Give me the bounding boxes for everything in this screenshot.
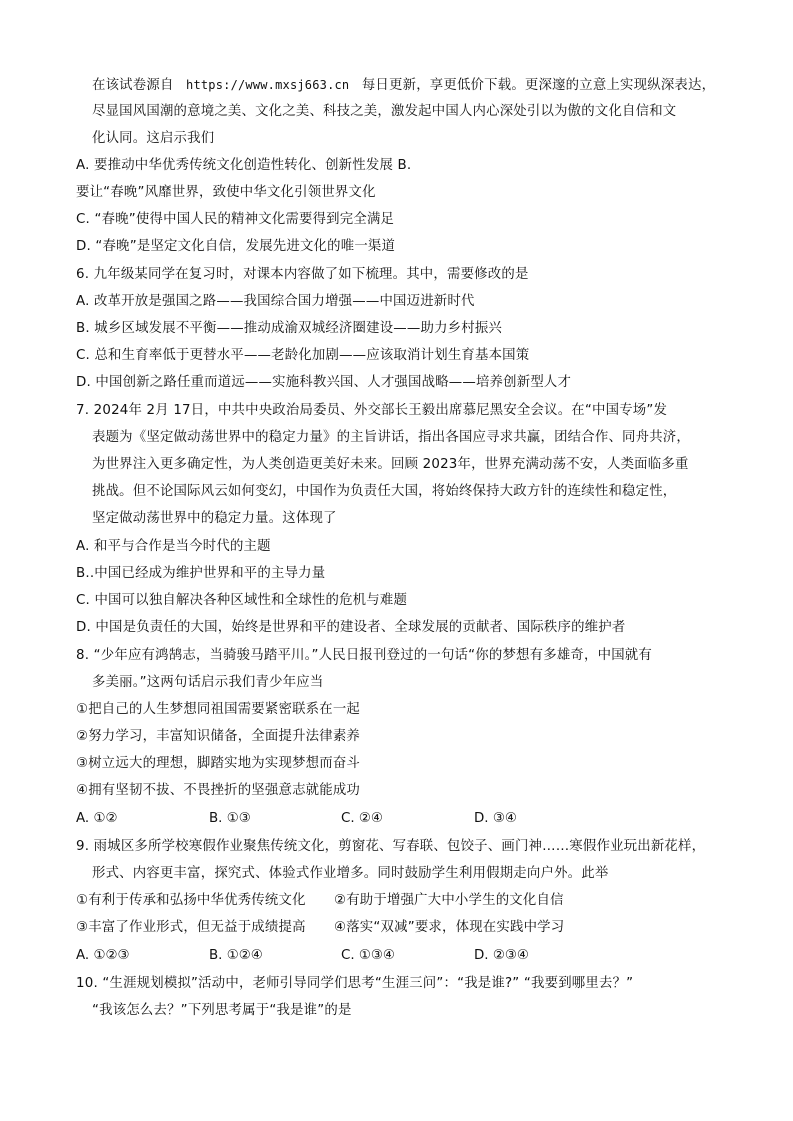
intro-source-label: 在该试卷源自 <box>92 78 174 93</box>
q5-option-b: 要让“春晚”风靡世界，致使中华文化引领世界文化 <box>76 185 376 200</box>
q9-statement-4: ④落实“双减”要求，体现在实践中学习 <box>334 920 565 935</box>
q7-stem-line-5: 坚定做动荡世界中的稳定力量。这体现了 <box>92 511 337 526</box>
intro-line-1-rest: 每日更新，享更低价下载。更深邃的立意上实现纵深表达， <box>361 78 716 93</box>
q8-statement-2: ②努力学习，丰富知识储备，全面提升法律素养 <box>76 729 361 744</box>
q7-stem-line-4: 挑战。但不论国际风云如何变幻，中国作为负责任大国，将始终保持大政方针的连续性和稳定性， <box>92 484 677 499</box>
q9-statement-3: ③丰富了作业形式，但无益于成绩提高 <box>76 920 306 935</box>
q6-option-c: C. 总和生育率低于更替水平——老龄化加剧——应该取消计划生育基本国策 <box>76 348 530 363</box>
q10-stem-line-1: 10. “生涯规划模拟”活动中，老师引导同学们思考“生涯三问”：“我是谁?” “我要到哪里去？” <box>76 976 634 991</box>
q9-option-c: C. ①③④ <box>341 948 395 963</box>
q7-stem-line-2: 表题为《坚定做动荡世界中的稳定力量》的主旨讲话，指出各国应寻求共赢，团结合作、同舟共济， <box>92 430 690 445</box>
q9-option-b: B. ①②④ <box>209 948 263 963</box>
q7-stem-line-3: 为世界注入更多确定性，为人类创造更美好未来。回顾 2023年，世界充满动荡不安，人类面临多重 <box>92 457 689 472</box>
q10-stem-line-2: “我该怎么去？”下列思考属于“我是谁”的是 <box>92 1003 352 1018</box>
q8-stem-line-1: 8. “少年应有鸿鹄志，当骑骏马踏平川。”人民日报刊登过的一句话“你的梦想有多雄奇，中国就有 <box>76 648 652 663</box>
intro-line-1 <box>92 76 715 95</box>
q6-option-a: A. 改革开放是强国之路——我国综合国力增强——中国迈进新时代 <box>76 294 475 309</box>
q5-option-d: D. “春晚”是坚定文化自信，发展先进文化的唯一渠道 <box>76 239 396 254</box>
q9-stem-line-2: 形式、内容更丰富，探究式、体验式作业增多。同时鼓励学生利用假期走向户外。此举 <box>92 866 609 881</box>
q5-option-c: C. “春晚”使得中国人民的精神文化需要得到完全满足 <box>76 212 395 227</box>
q8-option-c: C. ②④ <box>341 811 383 826</box>
q7-option-a: A. 和平与合作是当今时代的主题 <box>76 539 271 554</box>
q9-statement-2: ②有助于增强广大中小学生的文化自信 <box>334 893 564 908</box>
q8-stem-line-2: 多美丽。”这两句话启示我们青少年应当 <box>92 675 324 690</box>
q7-stem-line-1: 7. 2024年 2月 17日，中共中央政治局委员、外交部长王毅出席慕尼黑安全会议。在“中国专场”发 <box>76 403 668 418</box>
q8-statement-1: ①把自己的人生梦想同祖国需要紧密联系在一起 <box>76 702 361 717</box>
q5-option-a: A. 要推动中华优秀传统文化创造性转化、创新性发展 B. <box>76 158 412 173</box>
q9-stem-line-1: 9. 雨城区多所学校寒假作业聚焦传统文化，剪窗花、写春联、包饺子、画门神……寒假作业玩出新花样， <box>76 839 706 854</box>
q9-option-a: A. ①②③ <box>76 948 130 963</box>
q8-option-a: A. ①② <box>76 811 118 826</box>
source-url-link[interactable]: https://www.mxsj663.cn <box>186 78 350 92</box>
q8-option-b: B. ①③ <box>209 811 251 826</box>
q8-statement-4: ④拥有坚韧不拔、不畏挫折的坚强意志就能成功 <box>76 783 361 798</box>
q7-option-c: C. 中国可以独自解决各种区域性和全球性的危机与难题 <box>76 593 408 608</box>
q6-stem: 6. 九年级某同学在复习时，对课本内容做了如下梳理。其中，需要修改的是 <box>76 267 529 282</box>
q7-option-d: D. 中国是负责任的大国，始终是世界和平的建设者、全球发展的贡献者、国际秩序的维护者 <box>76 620 626 635</box>
q7-option-b: B..中国已经成为维护世界和平的主导力量 <box>76 566 326 581</box>
q8-option-d: D. ③④ <box>474 811 517 826</box>
q8-statement-3: ③树立远大的理想，脚踏实地为实现梦想而奋斗 <box>76 756 361 771</box>
q6-option-d: D. 中国创新之路任重而道远——实施科教兴国、人才强国战略——培养创新型人才 <box>76 375 572 390</box>
q9-option-d: D. ②③④ <box>474 948 529 963</box>
intro-line-3: 化认同。这启示我们 <box>92 131 215 146</box>
intro-line-2: 尽显国风国潮的意境之美、文化之美、科技之美，激发起中国人内心深处引以为傲的文化自信和文 <box>92 104 677 119</box>
q9-statement-1: ①有利于传承和弘扬中华优秀传统文化 <box>76 893 306 908</box>
q6-option-b: B. 城乡区域发展不平衡——推动成渝双城经济圈建设——助力乡村振兴 <box>76 321 503 336</box>
